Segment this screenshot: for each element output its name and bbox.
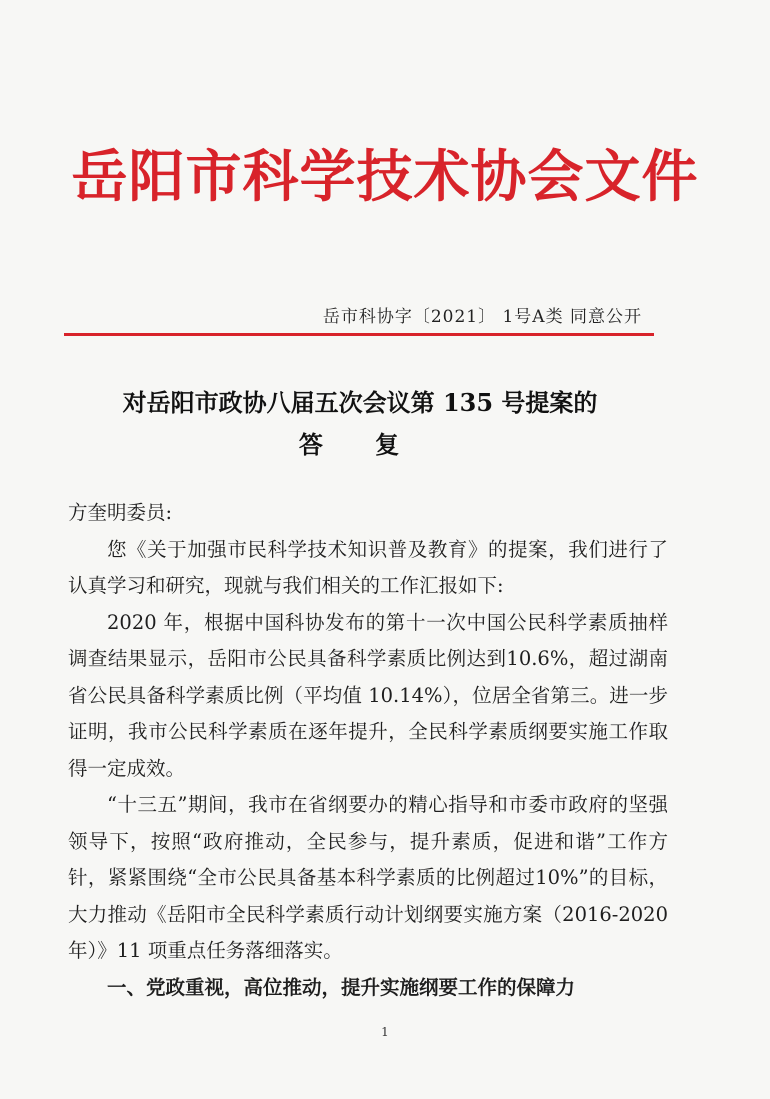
title-line-2: 答 复	[298, 430, 422, 459]
paragraph-3: “十三五”期间，我市在省纲要办的精心指导和市委市政府的坚强领导下，按照“政府推动，全民参与，提升素质，促进和谐”工作方针，紧紧围绕“全市公民具备基本科学素质的比例超过10%”的目标，大力推动《岳阳市全民科学素质行动计划纲要实施方案（2016-2020 年）》11 项重点任务落细落实。	[68, 793, 668, 962]
document-title	[40, 382, 680, 466]
title-line-1: 对岳阳市政协八届五次会议第 135 号提案的	[122, 388, 598, 417]
issuer-header-title: 岳阳市科学技术协会文件	[71, 145, 699, 210]
body-text	[68, 495, 668, 1006]
page-number: 1	[381, 1025, 389, 1039]
red-header-rule	[64, 333, 654, 336]
paragraph-2: 2020 年，根据中国科协发布的第十一次中国公民科学素质抽样调查结果显示，岳阳市公民具备科学素质比例达到10.6%，超过湖南省公民具备科学素质比例（平均值 10.14%），位居全省第三。进一步证明，我市公民科学素质在逐年提升，全民科学素质纲要实施工作取得一定成效。	[68, 610, 668, 780]
salutation: 方奎明委员:	[68, 501, 173, 524]
document-number: 岳市科协字〔2021〕 1号A类 同意公开	[322, 307, 642, 327]
section-heading-1: 一、党政重视，高位推动，提升实施纲要工作的保障力	[107, 975, 576, 999]
paragraph-1: 您《关于加强市民科学技术知识普及教育》的提案，我们进行了认真学习和研究，现就与我们相关的工作汇报如下:	[68, 537, 668, 597]
